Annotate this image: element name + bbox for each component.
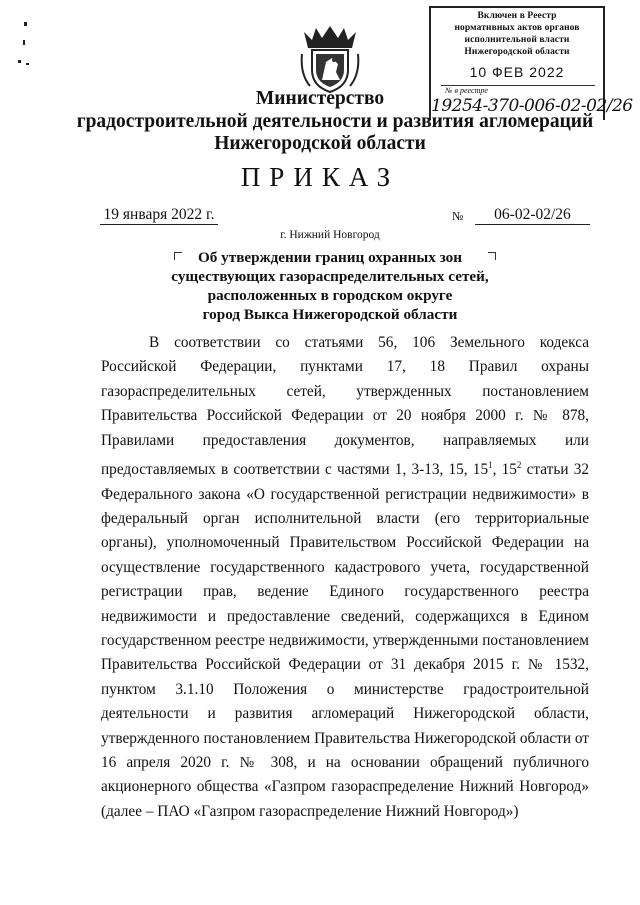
scan-mark <box>18 60 21 63</box>
scan-mark <box>24 22 27 26</box>
stamp-sub-label: № в реестре <box>441 85 595 95</box>
stamp-date: 10 ФЕВ 2022 <box>469 64 565 80</box>
stamp-line: Включен в Реестр <box>477 11 557 21</box>
stamp-line: нормативных актов органов <box>454 23 580 33</box>
document-type: ПРИКАЗ <box>240 162 400 192</box>
superscript: 2 <box>516 460 522 471</box>
ministry-region: Нижегородской области <box>214 133 426 154</box>
stamp-line: Нижегородской области <box>464 47 570 57</box>
document-date: 19 января 2022 г. <box>100 206 218 225</box>
ministry-name: Министерство <box>255 88 385 109</box>
order-title-line: Об утверждении границ охранных зон <box>197 249 463 266</box>
stamp-line: исполнительной власти <box>464 35 570 45</box>
preamble-text: статьи 32 Федерального закона «О государственной регистрации недвижимости» в федеральный орган исполнительной власти (его территориальные органы), уполномоченный Правительством Российской Федерации на осуществление государственного кадастрового учета, государственной регистрации прав, ведение Единого государственного реестра недвижимости и предоставление сведений, содержащихся в Едином государственном реестре недвижимости, утвержденными постановлением Правительства Российской Федерации от 31 декабря 2015 г. № 1532, пунктом 3.1.10 Положения о министерстве градостроительной деятельности и развития агломераций Нижегородской области, утвержденного постановлением Правительства Нижегородской области от 16 апреля 2020 г. № 308, и на основании обращений публичного акционерного общества «Газпром газораспределение Нижний Новгород» (далее – ПАО «Газпром газораспределение Нижний Новгород») <box>101 461 589 820</box>
scan-mark <box>26 63 29 65</box>
order-title-line: город Выкса Нижегородской области <box>202 306 458 323</box>
city: г. Нижний Новгород <box>280 229 380 241</box>
scan-mark <box>23 40 25 45</box>
coat-of-arms-icon <box>300 24 360 94</box>
ministry-name-line2: градостроительной деятельности и развития агломераций <box>76 111 594 132</box>
order-title-line: существующих газораспределительных сетей, <box>171 268 489 285</box>
preamble-text: , 15 <box>492 461 517 479</box>
preamble-text: В соответствии со статьями 56, 106 Земельного кодекса Российской Федерации, пунктами 17, 18 Правил охраны газораспределительных сетей, утвержденных постановлением Правительства Российской Федерации от 20 ноября 2000 г. № 878, Правилами предоставления документов, направляемых или предоставляемых в соответствии с частями 1, 3-13, 15, 15 <box>101 334 589 479</box>
order-preamble <box>101 331 589 824</box>
document-number: 06-02-02/26 <box>475 206 590 225</box>
order-title-line: расположенных в городском округе <box>207 287 453 304</box>
registry-number: 19254-370-006-02-02/26 <box>431 96 633 116</box>
number-label: № <box>452 209 464 223</box>
superscript: 1 <box>488 460 493 471</box>
